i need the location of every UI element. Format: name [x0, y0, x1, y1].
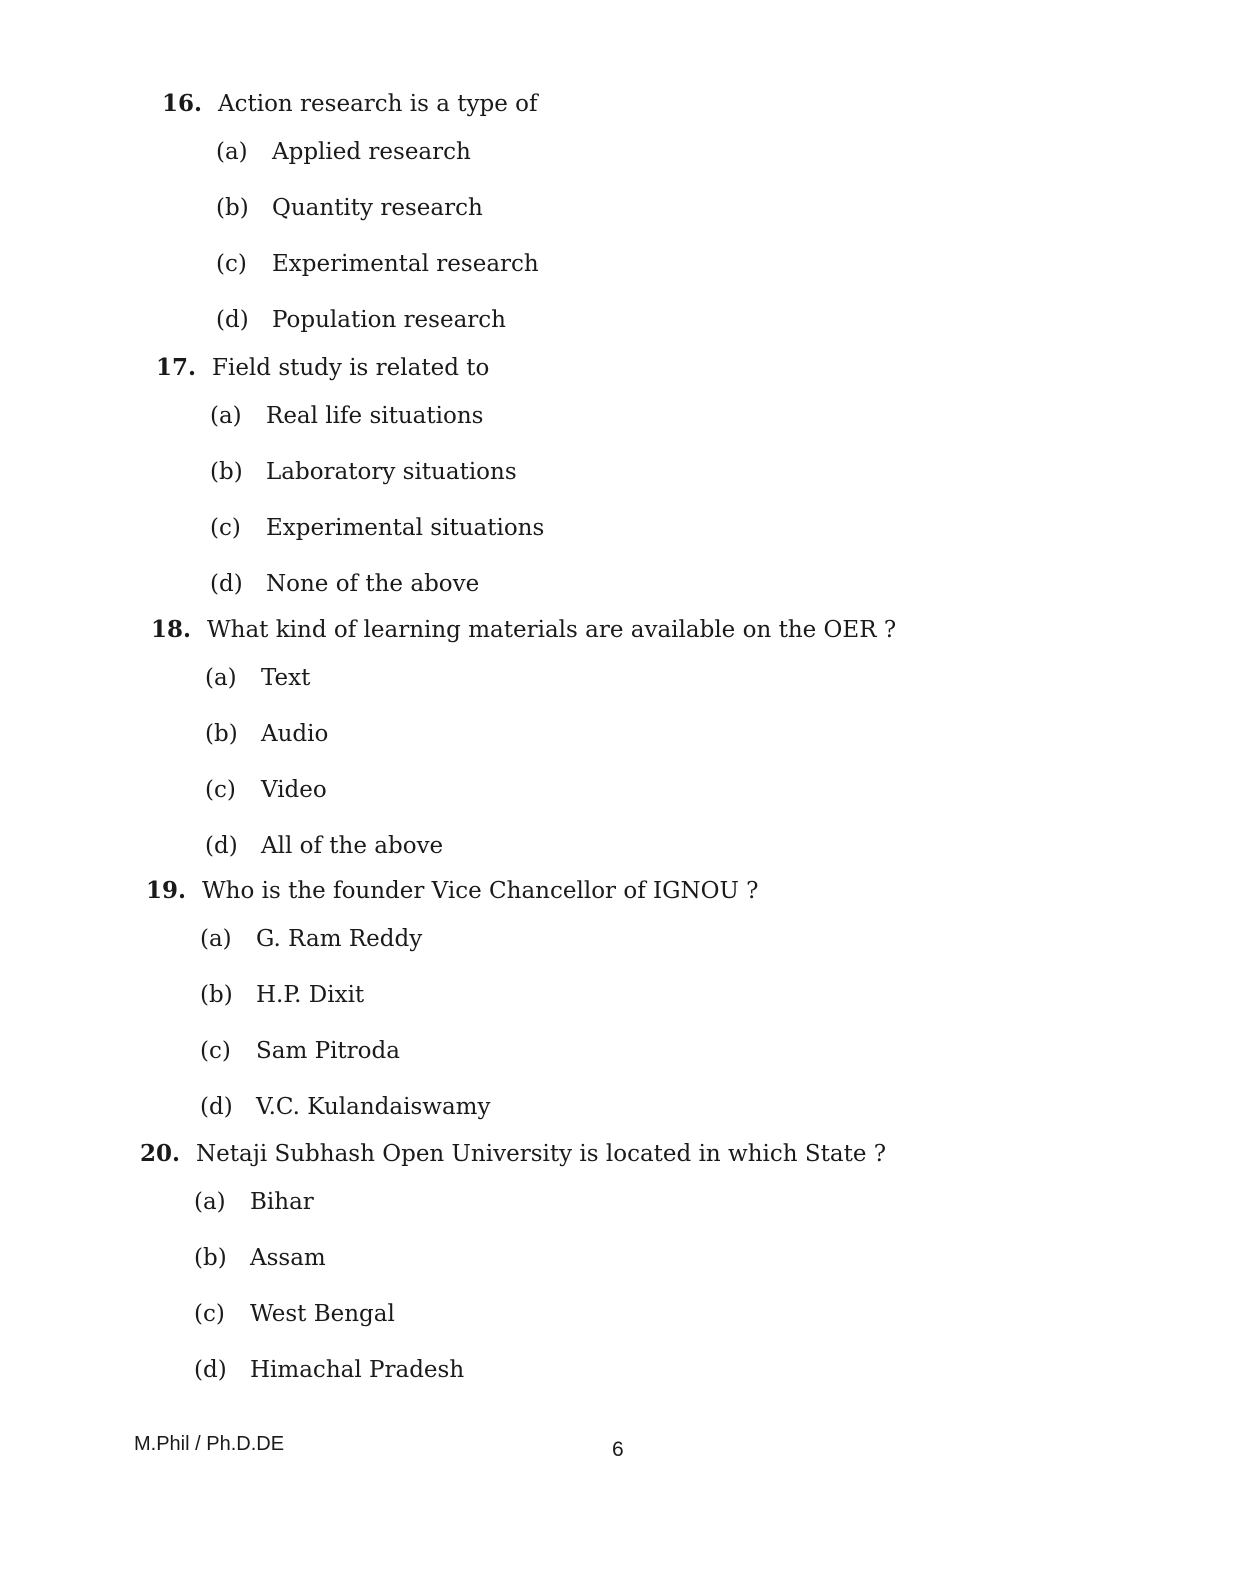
option-d: [151, 826, 1051, 874]
option-a: [151, 658, 1051, 706]
question-number: 20.: [140, 1140, 181, 1167]
option-c: [162, 244, 1062, 292]
option-a: [162, 132, 1062, 180]
option-label: (b): [210, 459, 243, 485]
option-text: Himachal Pradesh: [250, 1357, 465, 1383]
option-d: [146, 1087, 1046, 1135]
option-label: (d): [210, 571, 243, 597]
option-label: (a): [205, 665, 237, 691]
option-b: [151, 714, 1051, 762]
option-label: (d): [216, 307, 249, 333]
option-label: (a): [216, 139, 248, 165]
option-d: [156, 564, 1056, 612]
question-stem: [151, 610, 1051, 650]
question-stem: [146, 871, 1046, 911]
option-label: (c): [205, 777, 236, 803]
option-text: All of the above: [261, 833, 444, 859]
option-label: (a): [194, 1189, 226, 1215]
option-label: (c): [200, 1038, 231, 1064]
option-label: (d): [205, 833, 238, 859]
option-text: Population research: [272, 307, 506, 333]
option-label: (c): [216, 251, 247, 277]
option-label: (b): [205, 721, 238, 747]
option-text: Bihar: [250, 1189, 314, 1215]
option-text: Experimental research: [272, 251, 539, 277]
option-label: (b): [200, 982, 233, 1008]
option-text: Quantity research: [272, 195, 483, 221]
option-label: (c): [210, 515, 241, 541]
option-label: (b): [216, 195, 249, 221]
option-text: Assam: [250, 1245, 326, 1271]
option-text: Experimental situations: [266, 515, 545, 541]
option-text: Applied research: [272, 139, 471, 165]
question-number: 17.: [156, 354, 197, 381]
option-c: [140, 1294, 1040, 1342]
option-text: H.P. Dixit: [256, 982, 365, 1008]
option-b: [156, 452, 1056, 500]
question-text: Who is the founder Vice Chancellor of IGNOU ?: [202, 878, 759, 904]
question-text: What kind of learning materials are available on the OER ?: [207, 617, 897, 643]
question-stem: [156, 348, 1056, 388]
option-text: Audio: [261, 721, 329, 747]
question-16: [162, 84, 1062, 348]
question-19: [146, 871, 1046, 1135]
option-a: [146, 919, 1046, 967]
question-20: [140, 1134, 1040, 1398]
option-c: [151, 770, 1051, 818]
course-code: M.Phil / Ph.D.DE: [134, 1433, 285, 1455]
option-label: (c): [194, 1301, 225, 1327]
question-number: 18.: [151, 616, 192, 643]
option-text: None of the above: [266, 571, 480, 597]
option-text: V.C. Kulandaiswamy: [256, 1094, 491, 1120]
option-b: [146, 975, 1046, 1023]
question-17: [156, 348, 1056, 612]
option-a: [156, 396, 1056, 444]
option-c: [146, 1031, 1046, 1079]
option-text: Text: [261, 665, 311, 691]
question-number: 19.: [146, 877, 187, 904]
question-text: Action research is a type of: [218, 91, 538, 117]
question-stem: [162, 84, 1062, 124]
question-text: Netaji Subhash Open University is located in which State ?: [196, 1141, 887, 1167]
question-text: Field study is related to: [212, 355, 490, 381]
option-text: G. Ram Reddy: [256, 926, 423, 952]
option-d: [140, 1350, 1040, 1398]
option-a: [140, 1182, 1040, 1230]
option-text: Sam Pitroda: [256, 1038, 400, 1064]
option-b: [140, 1238, 1040, 1286]
option-c: [156, 508, 1056, 556]
page-number: 6: [612, 1438, 624, 1461]
option-d: [162, 300, 1062, 348]
option-label: (a): [200, 926, 232, 952]
option-label: (a): [210, 403, 242, 429]
question-number: 16.: [162, 90, 203, 117]
question-stem: [140, 1134, 1040, 1174]
option-text: Real life situations: [266, 403, 484, 429]
option-text: Video: [261, 777, 327, 803]
option-label: (d): [200, 1094, 233, 1120]
option-label: (b): [194, 1245, 227, 1271]
option-label: (d): [194, 1357, 227, 1383]
option-b: [162, 188, 1062, 236]
option-text: West Bengal: [250, 1301, 395, 1327]
option-text: Laboratory situations: [266, 459, 517, 485]
question-18: [151, 610, 1051, 874]
